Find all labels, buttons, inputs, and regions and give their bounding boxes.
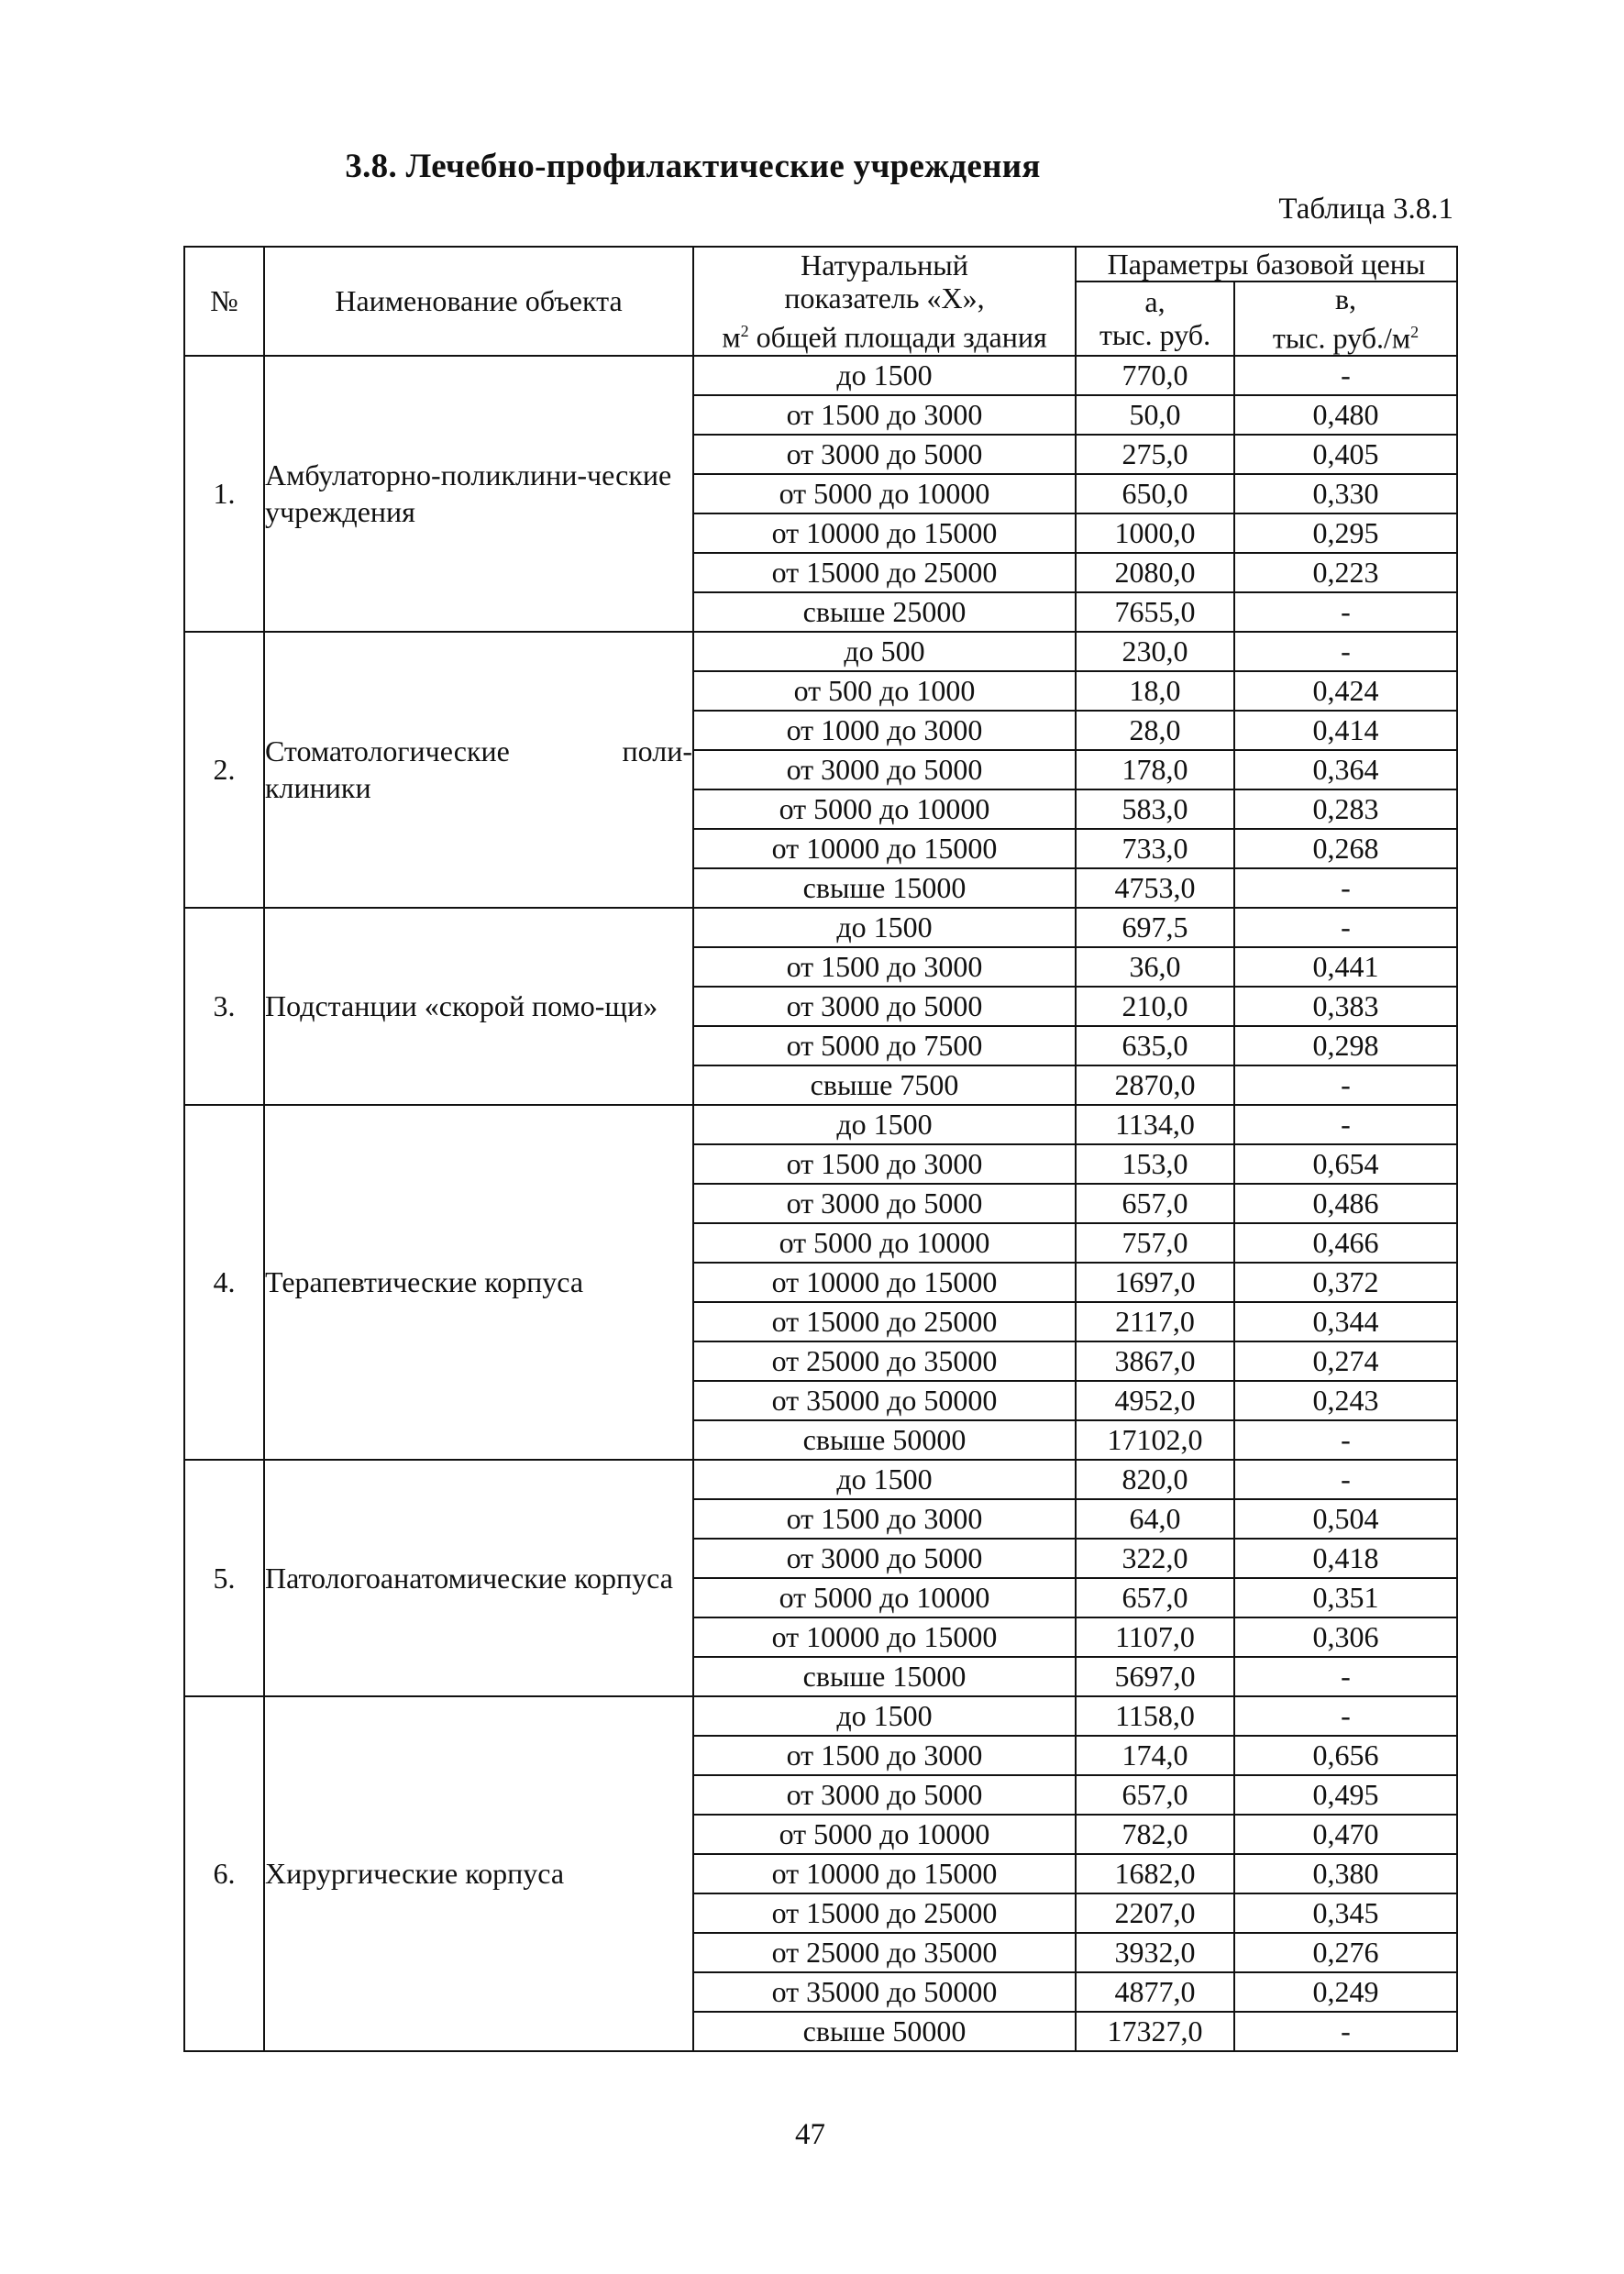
range-cell: от 5000 до 10000 — [693, 1223, 1076, 1263]
header-a-label: а, — [1144, 285, 1166, 319]
price-a-cell: 657,0 — [1076, 1184, 1234, 1223]
range-cell: свыше 50000 — [693, 2012, 1076, 2051]
price-a-cell: 1682,0 — [1076, 1854, 1234, 1893]
table-row — [184, 908, 1457, 947]
price-a-cell: 153,0 — [1076, 1144, 1234, 1184]
price-a-cell: 17102,0 — [1076, 1420, 1234, 1460]
price-a-cell: 210,0 — [1076, 987, 1234, 1026]
range-cell: до 1500 — [693, 908, 1076, 947]
price-a-cell: 4753,0 — [1076, 868, 1234, 908]
price-a-cell: 28,0 — [1076, 711, 1234, 750]
price-b-cell: 0,654 — [1234, 1144, 1457, 1184]
range-cell: от 1000 до 3000 — [693, 711, 1076, 750]
header-indicator-line2: показатель «X», — [784, 281, 985, 315]
range-cell: от 35000 до 50000 — [693, 1381, 1076, 1420]
range-cell: от 5000 до 10000 — [693, 1578, 1076, 1617]
price-b-cell: - — [1234, 1657, 1457, 1696]
table-body — [184, 356, 1457, 2051]
range-cell: от 10000 до 15000 — [693, 1617, 1076, 1657]
range-cell: от 5000 до 7500 — [693, 1026, 1076, 1065]
price-b-cell: 0,330 — [1234, 474, 1457, 513]
header-b-sup: 2 — [1410, 323, 1420, 341]
price-a-cell: 1158,0 — [1076, 1696, 1234, 1736]
price-a-cell: 2207,0 — [1076, 1893, 1234, 1933]
price-b-cell: 0,383 — [1234, 987, 1457, 1026]
price-a-cell: 1697,0 — [1076, 1263, 1234, 1302]
price-a-cell: 230,0 — [1076, 632, 1234, 671]
price-b-cell: 0,486 — [1234, 1184, 1457, 1223]
range-cell: от 1500 до 3000 — [693, 1144, 1076, 1184]
price-a-cell: 174,0 — [1076, 1736, 1234, 1775]
price-a-cell: 3867,0 — [1076, 1341, 1234, 1381]
price-a-cell: 782,0 — [1076, 1815, 1234, 1854]
table-row — [184, 1696, 1457, 1736]
range-cell: от 15000 до 25000 — [693, 1302, 1076, 1341]
price-a-cell: 178,0 — [1076, 750, 1234, 789]
range-cell: от 5000 до 10000 — [693, 474, 1076, 513]
group-number: 5. — [184, 1460, 264, 1696]
price-a-cell: 1000,0 — [1076, 513, 1234, 553]
price-b-cell: 0,268 — [1234, 829, 1457, 868]
price-b-cell: 0,274 — [1234, 1341, 1457, 1381]
price-a-cell: 50,0 — [1076, 395, 1234, 435]
price-a-cell: 697,5 — [1076, 908, 1234, 947]
price-b-cell: 0,405 — [1234, 435, 1457, 474]
price-a-cell: 1134,0 — [1076, 1105, 1234, 1144]
price-b-cell: 0,351 — [1234, 1578, 1457, 1617]
header-name: Наименование объекта — [264, 247, 693, 356]
price-b-cell: 0,480 — [1234, 395, 1457, 435]
object-name: Патологоанатомические корпуса — [264, 1460, 693, 1696]
header-indicator-unit: м — [722, 320, 741, 354]
group-number: 1. — [184, 356, 264, 632]
price-a-cell: 64,0 — [1076, 1499, 1234, 1539]
header-indicator — [693, 247, 1076, 356]
price-a-cell: 583,0 — [1076, 789, 1234, 829]
range-cell: от 1500 до 3000 — [693, 947, 1076, 987]
price-a-cell: 17327,0 — [1076, 2012, 1234, 2051]
range-cell: от 5000 до 10000 — [693, 1815, 1076, 1854]
table-row — [184, 356, 1457, 395]
price-b-cell: - — [1234, 1065, 1457, 1105]
price-b-cell: 0,418 — [1234, 1539, 1457, 1578]
range-cell: от 25000 до 35000 — [693, 1341, 1076, 1381]
price-b-cell: 0,344 — [1234, 1302, 1457, 1341]
price-b-cell: 0,504 — [1234, 1499, 1457, 1539]
header-a-unit: тыс. руб. — [1099, 318, 1211, 352]
section-title: 3.8. Лечебно-профилактические учреждения — [345, 148, 1041, 185]
price-b-cell: 0,466 — [1234, 1223, 1457, 1263]
price-b-cell: 0,470 — [1234, 1815, 1457, 1854]
object-name: Хирургические корпуса — [264, 1696, 693, 2051]
range-cell: от 3000 до 5000 — [693, 1184, 1076, 1223]
range-cell: от 15000 до 25000 — [693, 553, 1076, 592]
table-row — [184, 632, 1457, 671]
range-cell: от 3000 до 5000 — [693, 987, 1076, 1026]
header-b — [1234, 281, 1457, 356]
group-number: 4. — [184, 1105, 264, 1460]
range-cell: от 1500 до 3000 — [693, 395, 1076, 435]
price-a-cell: 5697,0 — [1076, 1657, 1234, 1696]
price-b-cell: 0,223 — [1234, 553, 1457, 592]
range-cell: от 25000 до 35000 — [693, 1933, 1076, 1972]
header-params: Параметры базовой цены — [1076, 247, 1457, 281]
price-a-cell: 820,0 — [1076, 1460, 1234, 1499]
price-b-cell: 0,249 — [1234, 1972, 1457, 2012]
range-cell: от 1500 до 3000 — [693, 1736, 1076, 1775]
price-a-cell: 770,0 — [1076, 356, 1234, 395]
range-cell: от 500 до 1000 — [693, 671, 1076, 711]
range-cell: свыше 7500 — [693, 1065, 1076, 1105]
price-a-cell: 2080,0 — [1076, 553, 1234, 592]
range-cell: от 5000 до 10000 — [693, 789, 1076, 829]
price-a-cell: 733,0 — [1076, 829, 1234, 868]
table-header — [184, 247, 1457, 356]
price-b-cell: 0,345 — [1234, 1893, 1457, 1933]
header-b-unit-wrap — [1235, 315, 1456, 355]
header-num: № — [184, 247, 264, 356]
header-indicator-line1: Натуральный — [801, 248, 968, 281]
price-a-cell: 657,0 — [1076, 1578, 1234, 1617]
object-name: Подстанции «скорой помо-щи» — [264, 908, 693, 1105]
range-cell: свыше 15000 — [693, 1657, 1076, 1696]
price-a-cell: 1107,0 — [1076, 1617, 1234, 1657]
price-a-cell: 2870,0 — [1076, 1065, 1234, 1105]
table-row — [184, 1105, 1457, 1144]
price-a-cell: 322,0 — [1076, 1539, 1234, 1578]
price-b-cell: 0,276 — [1234, 1933, 1457, 1972]
group-number: 6. — [184, 1696, 264, 2051]
range-cell: от 1500 до 3000 — [693, 1499, 1076, 1539]
header-indicator-line3-wrap — [694, 315, 1075, 354]
header-indicator-sup: 2 — [740, 322, 749, 340]
table-label: Таблица 3.8.1 — [1278, 193, 1453, 226]
price-a-cell: 650,0 — [1076, 474, 1234, 513]
price-b-cell: 0,364 — [1234, 750, 1457, 789]
range-cell: до 1500 — [693, 1460, 1076, 1499]
range-cell: свыше 25000 — [693, 592, 1076, 632]
price-a-cell: 757,0 — [1076, 1223, 1234, 1263]
header-b-unit: тыс. руб./м — [1272, 321, 1411, 355]
header-indicator-line3: общей площади здания — [748, 320, 1047, 354]
range-cell: от 10000 до 15000 — [693, 1854, 1076, 1893]
price-a-cell: 7655,0 — [1076, 592, 1234, 632]
table-row — [184, 1460, 1457, 1499]
price-b-cell: 0,283 — [1234, 789, 1457, 829]
price-a-cell: 36,0 — [1076, 947, 1234, 987]
price-a-cell: 4952,0 — [1076, 1381, 1234, 1420]
price-b-cell: 0,495 — [1234, 1775, 1457, 1815]
price-a-cell: 635,0 — [1076, 1026, 1234, 1065]
price-a-cell: 2117,0 — [1076, 1302, 1234, 1341]
price-b-cell: - — [1234, 1420, 1457, 1460]
price-b-cell: - — [1234, 2012, 1457, 2051]
range-cell: от 3000 до 5000 — [693, 435, 1076, 474]
price-b-cell: 0,441 — [1234, 947, 1457, 987]
range-cell: от 10000 до 15000 — [693, 1263, 1076, 1302]
price-b-cell: - — [1234, 1696, 1457, 1736]
range-cell: от 15000 до 25000 — [693, 1893, 1076, 1933]
range-cell: до 500 — [693, 632, 1076, 671]
range-cell: от 3000 до 5000 — [693, 1539, 1076, 1578]
price-a-cell: 3932,0 — [1076, 1933, 1234, 1972]
price-b-cell: 0,414 — [1234, 711, 1457, 750]
price-b-cell: 0,372 — [1234, 1263, 1457, 1302]
range-cell: свыше 50000 — [693, 1420, 1076, 1460]
price-b-cell: 0,380 — [1234, 1854, 1457, 1893]
group-number: 3. — [184, 908, 264, 1105]
price-b-cell: - — [1234, 1460, 1457, 1499]
header-b-label: в, — [1334, 282, 1357, 315]
header-a — [1076, 281, 1234, 356]
price-b-cell: - — [1234, 1105, 1457, 1144]
range-cell: от 3000 до 5000 — [693, 1775, 1076, 1815]
price-a-cell: 18,0 — [1076, 671, 1234, 711]
object-name: Амбулаторно-поликлини-ческие учреждения — [264, 356, 693, 632]
range-cell: до 1500 — [693, 1696, 1076, 1736]
price-b-cell: - — [1234, 868, 1457, 908]
price-b-cell: 0,306 — [1234, 1617, 1457, 1657]
object-name: Терапевтические корпуса — [264, 1105, 693, 1460]
range-cell: от 10000 до 15000 — [693, 829, 1076, 868]
price-b-cell: - — [1234, 592, 1457, 632]
range-cell: от 10000 до 15000 — [693, 513, 1076, 553]
object-name: Стоматологические поли-клиники — [264, 632, 693, 908]
price-a-cell: 4877,0 — [1076, 1972, 1234, 2012]
price-b-cell: 0,243 — [1234, 1381, 1457, 1420]
range-cell: свыше 15000 — [693, 868, 1076, 908]
range-cell: до 1500 — [693, 1105, 1076, 1144]
range-cell: до 1500 — [693, 356, 1076, 395]
price-b-cell: 0,656 — [1234, 1736, 1457, 1775]
price-b-cell: - — [1234, 356, 1457, 395]
price-table — [183, 246, 1458, 2052]
page-number: 47 — [795, 2118, 825, 2151]
range-cell: от 35000 до 50000 — [693, 1972, 1076, 2012]
group-number: 2. — [184, 632, 264, 908]
price-b-cell: 0,424 — [1234, 671, 1457, 711]
price-a-cell: 275,0 — [1076, 435, 1234, 474]
price-a-cell: 657,0 — [1076, 1775, 1234, 1815]
price-b-cell: 0,295 — [1234, 513, 1457, 553]
range-cell: от 3000 до 5000 — [693, 750, 1076, 789]
price-b-cell: - — [1234, 632, 1457, 671]
price-b-cell: - — [1234, 908, 1457, 947]
price-b-cell: 0,298 — [1234, 1026, 1457, 1065]
